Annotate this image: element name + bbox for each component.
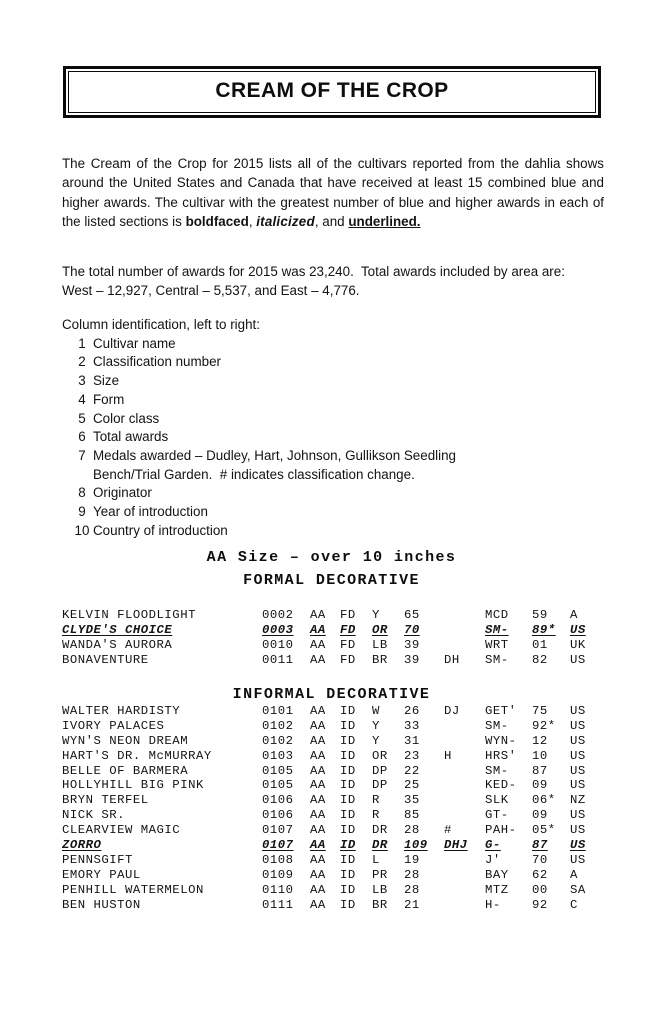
cell-year: 09 [532, 778, 548, 793]
cell-cultivar-name: BONAVENTURE [62, 652, 149, 667]
cell-originator: KED- [485, 778, 517, 793]
cell-year: 12 [532, 733, 548, 748]
cell-originator: MCD [485, 608, 509, 622]
list-item-number: 2 [78, 354, 86, 370]
cell-country: UK [570, 637, 586, 652]
cell-cultivar-name: PENHILL WATERMELON [62, 882, 204, 897]
cell-country: US [570, 823, 586, 838]
cell-year: 89* [532, 622, 556, 637]
table-row [62, 808, 607, 823]
intro-underlined-word: underlined. [348, 213, 421, 229]
cell-year: 10 [532, 748, 548, 763]
cell-size: AA [310, 718, 326, 733]
cell-color-class: Y [372, 608, 380, 622]
cell-total-awards: 23 [404, 748, 420, 763]
totals-line-2: West – 12,927, Central – 5,537, and East – 4,776. [62, 283, 360, 299]
table-row [62, 704, 607, 719]
cell-size: AA [310, 704, 326, 718]
cell-total-awards: 19 [404, 852, 420, 867]
cell-form: ID [340, 793, 356, 808]
cell-total-awards: 33 [404, 718, 420, 733]
cell-year: 87 [532, 763, 548, 778]
cell-year: 70 [532, 852, 548, 867]
cell-medals: DH [444, 652, 460, 667]
cell-total-awards: 85 [404, 808, 420, 823]
list-item [62, 522, 607, 541]
cell-size: AA [310, 823, 326, 838]
intro-paragraph [62, 154, 604, 231]
cell-form: FD [340, 608, 356, 622]
list-item [62, 428, 607, 447]
list-item [62, 335, 607, 354]
cell-color-class: BR [372, 652, 388, 667]
cell-classification-number: 0111 [262, 897, 294, 912]
cell-total-awards: 39 [404, 637, 420, 652]
cell-form: ID [340, 718, 356, 733]
intro-bold-word: boldfaced [185, 213, 249, 229]
list-item [62, 503, 607, 522]
cell-total-awards: 39 [404, 652, 420, 667]
cell-cultivar-name: PENNSGIFT [62, 852, 133, 867]
intro-italic-word: italicized [256, 213, 315, 229]
table-row [62, 653, 607, 668]
cell-cultivar-name: IVORY PALACES [62, 718, 165, 733]
cell-country: US [570, 838, 586, 853]
cell-color-class: DP [372, 763, 388, 778]
cell-form: ID [340, 897, 356, 912]
cell-cultivar-name: NICK SR. [62, 808, 126, 823]
cell-classification-number: 0101 [262, 704, 294, 718]
cell-year: 06* [532, 793, 556, 808]
cell-year: 09 [532, 808, 548, 823]
cell-cultivar-name: BELLE OF BARMERA [62, 763, 189, 778]
cell-originator: PAH- [485, 823, 517, 838]
cell-classification-number: 0010 [262, 637, 294, 652]
intro-sep1: , [248, 213, 257, 229]
cell-form: ID [340, 882, 356, 897]
table-row [62, 883, 607, 898]
cell-classification-number: 0002 [262, 608, 294, 622]
cell-total-awards: 26 [404, 704, 420, 718]
cell-color-class: Y [372, 718, 380, 733]
cell-medals: H [444, 748, 452, 763]
cell-form: ID [340, 763, 356, 778]
list-item-continuation: Bench/Trial Garden. # indicates classification change. [93, 466, 415, 482]
cell-classification-number: 0105 [262, 763, 294, 778]
list-item-number: 6 [78, 429, 86, 445]
cell-originator: G- [485, 838, 501, 853]
cell-form: ID [340, 852, 356, 867]
cell-classification-number: 0105 [262, 778, 294, 793]
cell-color-class: OR [372, 748, 388, 763]
cell-year: 59 [532, 608, 548, 622]
cell-originator: SM- [485, 622, 509, 637]
cell-year: 92* [532, 718, 556, 733]
list-item-number: 1 [78, 335, 86, 351]
table-row [62, 868, 607, 883]
list-item-label: Cultivar name [93, 335, 176, 351]
cell-size: AA [310, 897, 326, 912]
cell-form: ID [340, 704, 356, 718]
cell-classification-number: 0107 [262, 823, 294, 838]
intro-text: The Cream of the Crop for 2015 lists all of the cultivars reported from the dahlia shows around the United States and Canada that have received at least 15 combined blue and higher awards. The cultivar with the greatest number of blue and higher awards in each of the listed sections is [62, 156, 604, 229]
table-row [62, 823, 607, 838]
table-row [62, 778, 607, 793]
cell-classification-number: 0106 [262, 793, 294, 808]
cell-color-class: W [372, 704, 380, 718]
cell-form: ID [340, 808, 356, 823]
cell-size: AA [310, 637, 326, 652]
cell-cultivar-name: WALTER HARDISTY [62, 704, 181, 718]
list-item-label: Classification number [93, 354, 222, 370]
cell-originator: GT- [485, 808, 509, 823]
size-section-heading: AA Size – over 10 inches [206, 549, 457, 566]
cell-size: AA [310, 852, 326, 867]
cell-originator: SM- [485, 718, 509, 733]
cell-country: C [570, 897, 578, 912]
cell-year: 62 [532, 867, 548, 882]
column-identification-list [62, 316, 607, 540]
cell-size: AA [310, 608, 326, 622]
cell-classification-number: 0107 [262, 838, 294, 853]
cell-country: SA [570, 882, 586, 897]
list-item-number: 4 [78, 391, 86, 407]
cell-color-class: BR [372, 897, 388, 912]
cell-form: FD [340, 622, 356, 637]
list-item-number: 9 [78, 504, 86, 520]
cell-classification-number: 0108 [262, 852, 294, 867]
cell-originator: BAY [485, 867, 509, 882]
informal-decorative-table [62, 704, 607, 912]
cell-originator: HRS' [485, 748, 517, 763]
cell-cultivar-name: WANDA'S AURORA [62, 637, 173, 652]
cell-form: FD [340, 652, 356, 667]
intro-sep2: , and [314, 213, 349, 229]
cell-year: 75 [532, 704, 548, 718]
cell-medals: DHJ [444, 838, 468, 853]
cell-form: ID [340, 838, 356, 853]
page-title: CREAM OF THE CROP [215, 79, 449, 102]
cell-year: 00 [532, 882, 548, 897]
table-row [62, 719, 607, 734]
cell-country: US [570, 852, 586, 867]
cell-originator: SLK [485, 793, 509, 808]
cell-year: 05* [532, 823, 556, 838]
list-item [62, 391, 607, 410]
cell-country: NZ [570, 793, 586, 808]
list-item [62, 372, 607, 391]
cell-classification-number: 0109 [262, 867, 294, 882]
cell-country: US [570, 808, 586, 823]
column-id-heading: Column identification, left to right: [62, 317, 260, 332]
cell-total-awards: 109 [404, 838, 428, 853]
list-item-label: Originator [93, 485, 152, 501]
cell-year: 82 [532, 652, 548, 667]
cell-originator: GET' [485, 704, 517, 718]
cell-cultivar-name: CLYDE'S CHOICE [62, 622, 173, 637]
cell-country: US [570, 652, 586, 667]
cell-color-class: R [372, 793, 380, 808]
cell-originator: SM- [485, 652, 509, 667]
table-row [62, 898, 607, 913]
list-item-label: Country of introduction [93, 522, 228, 538]
cell-cultivar-name: HOLLYHILL BIG PINK [62, 778, 204, 793]
cell-form: ID [340, 823, 356, 838]
list-item-label: Total awards [93, 429, 169, 445]
list-item-label: Size [93, 373, 120, 389]
cell-color-class: R [372, 808, 380, 823]
cell-country: US [570, 718, 586, 733]
list-item-number: 7 [78, 447, 86, 463]
cell-originator: MTZ [485, 882, 509, 897]
cell-form: ID [340, 778, 356, 793]
totals-line-1: The total number of awards for 2015 was 23,240. Total awards included by area are: [62, 264, 565, 279]
cell-size: AA [310, 882, 326, 897]
cell-color-class: Y [372, 733, 380, 748]
title-box-inner [68, 71, 596, 113]
cell-country: A [570, 867, 578, 882]
cell-year: 87 [532, 838, 548, 853]
list-item-number: 5 [78, 410, 86, 426]
cell-total-awards: 21 [404, 897, 420, 912]
table-row-section-winner [62, 623, 607, 638]
table-row [62, 749, 607, 764]
formal-decorative-table [62, 608, 607, 668]
list-item-label: Form [93, 391, 125, 407]
cell-color-class: PR [372, 867, 388, 882]
cell-total-awards: 65 [404, 608, 420, 622]
cell-size: AA [310, 867, 326, 882]
cell-originator: J' [485, 852, 501, 867]
list-item [62, 353, 607, 372]
title-box [63, 66, 601, 118]
cell-originator: H- [485, 897, 501, 912]
list-item-label: Color class [93, 410, 160, 426]
cell-form: ID [340, 748, 356, 763]
cell-total-awards: 31 [404, 733, 420, 748]
cell-color-class: LB [372, 637, 388, 652]
cell-classification-number: 0106 [262, 808, 294, 823]
cell-size: AA [310, 808, 326, 823]
cell-medals: DJ [444, 704, 460, 718]
cell-classification-number: 0103 [262, 748, 294, 763]
cell-size: AA [310, 733, 326, 748]
cell-cultivar-name: BEN HUSTON [62, 897, 141, 912]
table-row [62, 638, 607, 653]
informal-decorative-heading: INFORMAL DECORATIVE [232, 686, 431, 703]
list-item-number: 10 [74, 522, 90, 538]
cell-form: FD [340, 637, 356, 652]
cell-cultivar-name: BRYN TERFEL [62, 793, 149, 808]
cell-country: US [570, 733, 586, 748]
cell-size: AA [310, 763, 326, 778]
cell-form: ID [340, 867, 356, 882]
cell-size: AA [310, 652, 326, 667]
cell-form: ID [340, 733, 356, 748]
cell-size: AA [310, 793, 326, 808]
cell-cultivar-name: KELVIN FLOODLIGHT [62, 608, 196, 622]
cell-classification-number: 0011 [262, 652, 294, 667]
cell-cultivar-name: ZORRO [62, 838, 102, 853]
table-row-section-winner [62, 838, 607, 853]
cell-color-class: DP [372, 778, 388, 793]
totals-paragraph [62, 262, 604, 301]
table-row [62, 764, 607, 779]
cell-originator: SM- [485, 763, 509, 778]
cell-color-class: DR [372, 823, 388, 838]
cell-country: US [570, 748, 586, 763]
cell-classification-number: 0110 [262, 882, 294, 897]
list-item [62, 410, 607, 429]
cell-cultivar-name: EMORY PAUL [62, 867, 141, 882]
cell-year: 92 [532, 897, 548, 912]
cell-originator: WRT [485, 637, 509, 652]
cell-color-class: DR [372, 838, 388, 853]
list-item-label: Medals awarded – Dudley, Hart, Johnson, Gullikson Seedling [93, 447, 456, 463]
cell-country: A [570, 608, 578, 622]
cell-classification-number: 0102 [262, 718, 294, 733]
list-item [62, 484, 607, 503]
cell-originator: WYN- [485, 733, 517, 748]
cell-classification-number: 0003 [262, 622, 294, 637]
cell-country: US [570, 704, 586, 718]
table-row [62, 793, 607, 808]
cell-cultivar-name: HART'S DR. McMURRAY [62, 748, 212, 763]
cell-size: AA [310, 778, 326, 793]
list-item [62, 447, 607, 466]
cell-total-awards: 28 [404, 882, 420, 897]
cell-total-awards: 28 [404, 823, 420, 838]
cell-year: 01 [532, 637, 548, 652]
cell-total-awards: 22 [404, 763, 420, 778]
cell-size: AA [310, 622, 326, 637]
cell-total-awards: 28 [404, 867, 420, 882]
cell-total-awards: 25 [404, 778, 420, 793]
cell-color-class: OR [372, 622, 388, 637]
formal-decorative-heading: FORMAL DECORATIVE [243, 572, 420, 589]
cell-cultivar-name: CLEARVIEW MAGIC [62, 823, 181, 838]
cell-color-class: L [372, 852, 380, 867]
cell-country: US [570, 763, 586, 778]
cell-size: AA [310, 838, 326, 853]
cell-medals: # [444, 823, 452, 838]
cell-total-awards: 35 [404, 793, 420, 808]
list-item-label: Year of introduction [93, 504, 208, 520]
list-item-number: 3 [78, 373, 86, 389]
cell-color-class: LB [372, 882, 388, 897]
cell-country: US [570, 778, 586, 793]
table-row [62, 608, 607, 623]
cell-classification-number: 0102 [262, 733, 294, 748]
cell-cultivar-name: WYN'S NEON DREAM [62, 733, 189, 748]
list-item-number: 8 [78, 485, 86, 501]
cell-total-awards: 70 [404, 622, 420, 637]
table-row [62, 853, 607, 868]
table-row [62, 734, 607, 749]
cell-size: AA [310, 748, 326, 763]
cell-country: US [570, 622, 586, 637]
